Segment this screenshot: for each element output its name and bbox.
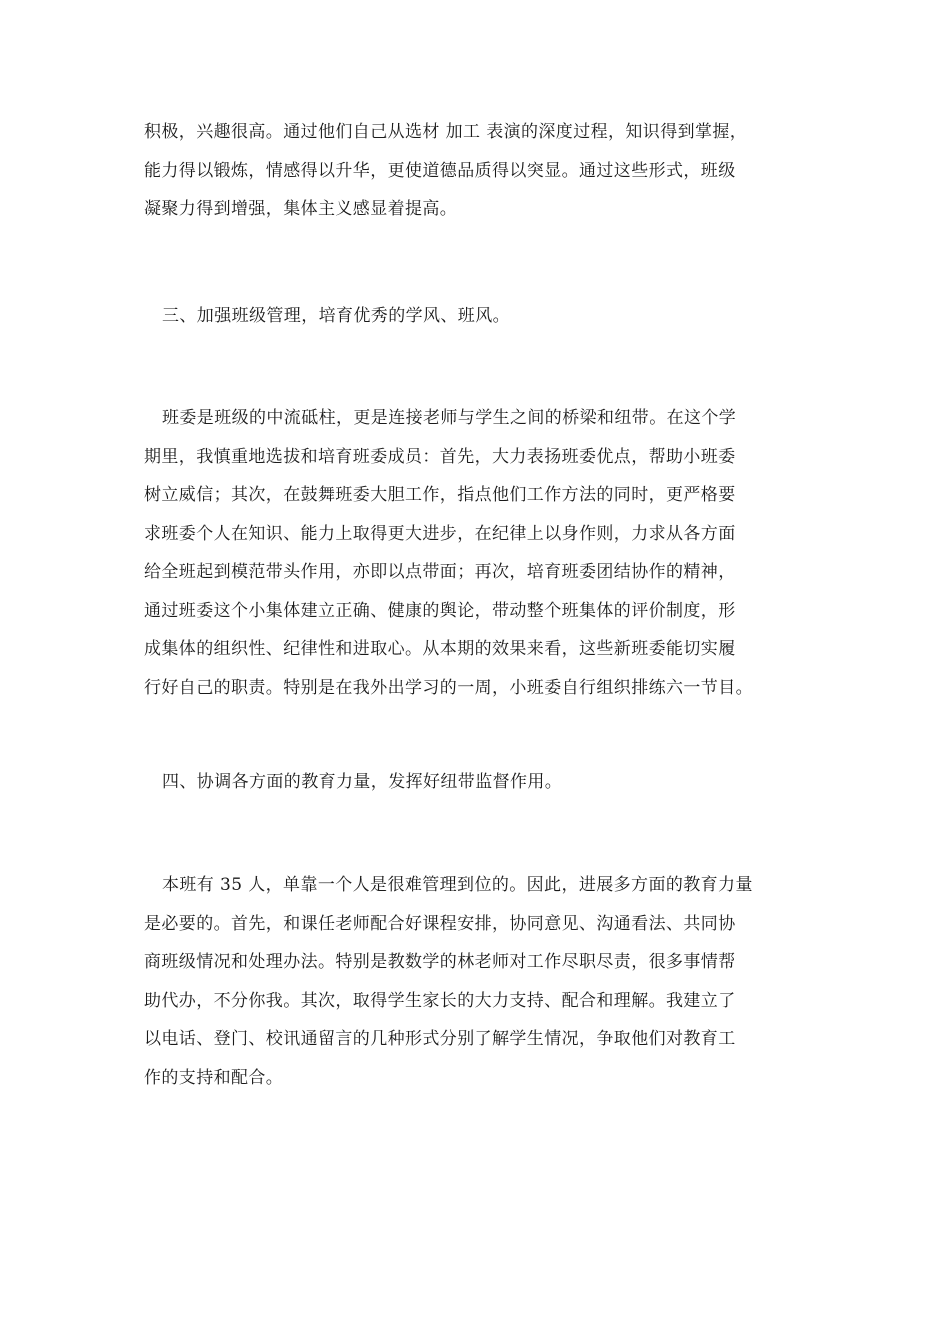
section-heading-4	[144, 763, 814, 802]
text-line: 行好自己的职责。特别是在我外出学习的一周，小班委自行组织排练六一节目。	[144, 677, 753, 698]
text-line: 通过班委这个小集体建立正确、健康的舆论，带动整个班集体的评价制度，形	[144, 600, 736, 621]
text-line: 是必要的。首先，和课任老师配合好课程安排，协同意见、沟通看法、共同协	[144, 913, 736, 934]
paragraph-continuation	[144, 113, 814, 229]
section-heading-3	[144, 297, 814, 336]
text-line: 成集体的组织性、纪律性和进取心。从本期的效果来看，这些新班委能切实履	[144, 639, 736, 659]
paragraph-class-committee	[144, 399, 814, 707]
text-line: 求班委个人在知识、能力上取得更大进步，在纪律上以身作则，力求从各方面	[144, 523, 736, 544]
text-line: 树立威信；其次，在鼓舞班委大胆工作，指点他们工作方法的同时，更严格要	[144, 485, 736, 505]
text-line: 商班级情况和处理办法。特别是教数学的林老师对工作尽职尽责，很多事情帮	[144, 952, 736, 972]
text-line: 给全班起到模范带头作用，亦即以点带面；再次，培育班委团结协作的精神，	[144, 562, 736, 582]
text-line: 作的支持和配合。	[144, 1067, 284, 1088]
text-line: 班委是班级的中流砥柱，更是连接老师与学生之间的桥梁和纽带。在这个学	[162, 408, 737, 428]
text-line: 期里，我慎重地选拔和培育班委成员：首先，大力表扬班委优点，帮助小班委	[144, 446, 736, 467]
text-line: 本班有 35 人，单靠一个人是很难管理到位的。因此，进展多方面的教育力量	[162, 875, 753, 895]
paragraph-coordination	[144, 866, 814, 1097]
text-line: 积极，兴趣很高。通过他们自己从选材 加工 表演的深度过程，知识得到掌握，	[144, 122, 748, 142]
text-line: 以电话、登门、校讯通留言的几种形式分别了解学生情况，争取他们对教育工	[144, 1029, 736, 1049]
heading-text: 三、加强班级管理，培育优秀的学风、班风。	[162, 306, 510, 326]
heading-text: 四、协调各方面的教育力量，发挥好纽带监督作用。	[162, 772, 563, 792]
text-line: 能力得以锻炼，情感得以升华，更使道德品质得以突显。通过这些形式，班级	[144, 160, 736, 181]
text-line: 凝聚力得到增强，集体主义感显着提高。	[144, 199, 458, 219]
text-line: 助代办，不分你我。其次，取得学生家长的大力支持、配合和理解。我建立了	[144, 990, 736, 1011]
